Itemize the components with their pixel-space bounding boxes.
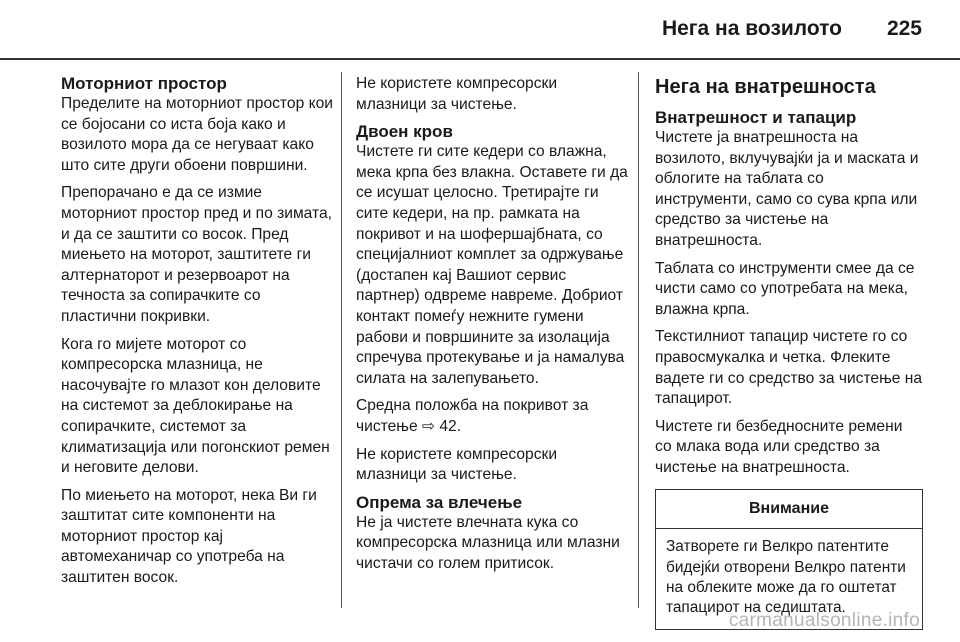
page-header — [0, 0, 960, 60]
column-interior-care — [655, 74, 923, 630]
paragraph: Препорачано е да се измие моторниот простор пред и по зимата, и да се заштити со восок. Пред миењето на моторот, заштитете ги алтернаторот и резервоарот на течноста за сопирачките со пластични покривки. — [61, 184, 332, 325]
column-engine-compartment — [61, 74, 333, 596]
paragraph: Текстилниот тапацир чистете го со правосмукалка и четка. Флеките вадете ги со средство за чистење на тапацирот. — [655, 328, 923, 408]
page-number: 225 — [886, 17, 922, 40]
warning-text: Затворете ги Велкро патентите бидејќи отворени Велкро патенти на облеките може да го оштетат тапацирот на седиштата. — [666, 538, 906, 617]
paragraph: Пределите на моторниот простор кои се бојосани со иста боја како и возилото мора да се негуваат како што сите други обоени површини. — [61, 95, 333, 174]
header-rule — [0, 58, 960, 60]
watermark: carmanualsonline.info — [728, 610, 920, 631]
chapter-heading: Нега на внатрешноста — [655, 76, 876, 98]
running-title: Нега на возилото — [661, 17, 842, 40]
paragraph: Кога го мијете моторот со компресорска млазница, не насочувајте го млазот кон деловите на системот за деблокирање на сопирачките, системот за климатизација или погонскиот ремен и неговите делови. — [61, 335, 330, 477]
paragraph: Чистете ги сите кедери со влажна, мека крпа без влакна. Оставете ги да се исушат целосно. Третирајте ги сите кедери, на пр. рамката на покривот и на шофершајбната, со специјалниот комплет за одржување (достапен кај Вашиот сервис партнер) одвреме навреме. Добриот контакт помеѓу нежните гумени рабови и површините за изолација спречува протекување и ја намалува силата на залепувањето. — [356, 143, 628, 387]
paragraph: Таблата со инструменти смее да се чисти само со употребата на мека, влажна крпа. — [655, 259, 915, 318]
section-heading: Опрема за влечење — [356, 492, 523, 512]
warning-box — [655, 489, 923, 630]
paragraph: Не користете компресорски млазници за чистење. — [356, 445, 558, 484]
warning-title: Внимание — [656, 490, 922, 530]
column-roof-towing — [356, 74, 628, 581]
paragraph: Чистете ја внатрешноста на возилото, вклучувајќи ја и маската и облогите на таблата со инструменти, само со сува крпа или средство за чистење на внатрешноста. — [655, 129, 919, 249]
paragraph: Чистете ги безбедносните ремени со млака вода или средство за чистење на внатрешноста. — [655, 417, 903, 476]
paragraph: Не ја чистете влечната кука со компресорска млазница или млазни чистачи со голем притисок. — [356, 513, 620, 572]
section-heading: Внатрешност и тапацир — [655, 108, 857, 127]
paragraph: Не користете компресорски млазници за чистење. — [356, 75, 558, 113]
section-heading: Двоен кров — [356, 122, 453, 142]
column-divider — [341, 72, 342, 608]
paragraph: Средна положба на покривот за чистење ⇨ 42. — [356, 397, 589, 435]
paragraph: По миењето на моторот, нека Ви ги заштитат сите компоненти на моторниот простор кај автомеханичар со употреба на заштитен восок. — [61, 486, 317, 587]
column-divider — [638, 72, 639, 608]
section-heading: Моторниот простор — [61, 74, 227, 93]
